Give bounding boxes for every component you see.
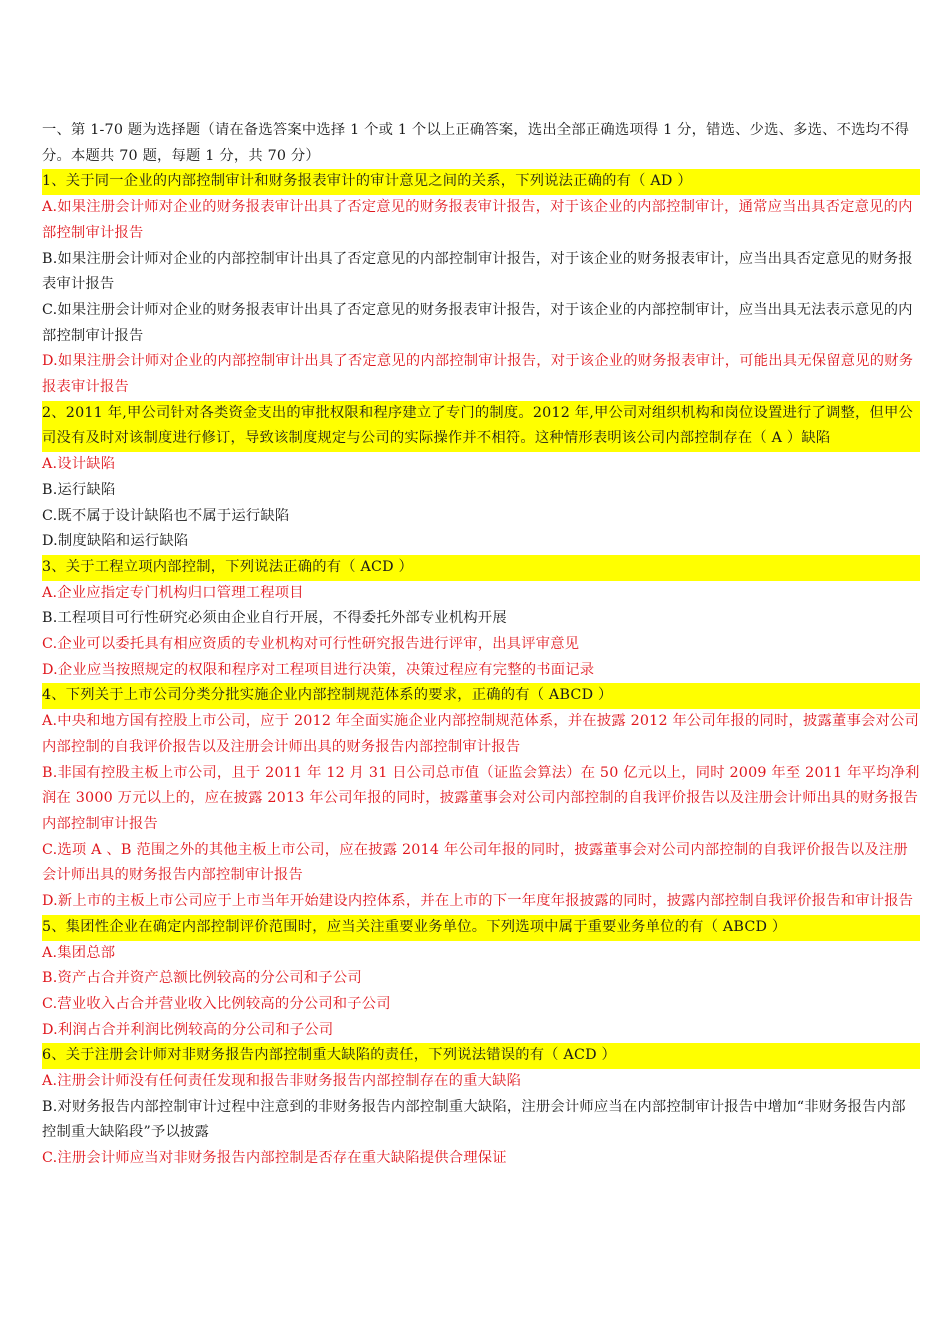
option-correct: B.非国有控股主板上市公司，且于 2011 年 12 月 31 日公司总市值（证监会算法）在 50 亿元以上，同时 2009 年至 2011 年平均净利润在 3000 万元以上的，应在披露 2013 年公司年报的同时，披露董事会对公司内部控制的自我评价报告以及注册会计师出具的财务报告内部控制审计报告 [42,764,920,832]
question-stem: 2、2011 年,甲公司针对各类资金支出的审批权限和程序建立了专门的制度。2012 年,甲公司对组织机构和岗位设置进行了调整，但甲公司没有及时对该制度进行修订，导致该制度规定与公司的实际操作并不相符。这种情形表明该公司内部控制存在（ A ）缺陷 [42,401,920,452]
question-block [42,169,920,400]
option-correct: B.资产占合并资产总额比例较高的分公司和子公司 [42,970,362,987]
question-stem: 1、关于同一企业的内部控制审计和财务报表审计的审计意见之间的关系，下列说法正确的有（ AD ） [42,169,920,195]
option-correct: C.企业可以委托具有相应资质的专业机构对可行性研究报告进行评审，出具评审意见 [42,636,580,653]
option: B.如果注册会计师对企业的内部控制审计出具了否定意见的内部控制审计报告，对于该企业的财务报表审计，应当出具否定意见的财务报表审计报告 [42,250,913,293]
option-correct: C.注册会计师应当对非财务报告内部控制是否存在重大缺陷提供合理保证 [42,1150,507,1167]
option: B.对财务报告内部控制审计过程中注意到的非财务报告内部控制重大缺陷，注册会计师应当在内部控制审计报告中增加“非财务报告内部控制重大缺陷段”予以披露 [42,1098,906,1141]
option-correct: A.注册会计师没有任何责任发现和报告非财务报告内部控制存在的重大缺陷 [42,1073,522,1090]
question-block [42,915,920,1044]
option-correct: A.集团总部 [42,944,116,961]
question-block [42,1043,920,1172]
question-stem: 5、集团性企业在确定内部控制评价范围时，应当关注重要业务单位。下列选项中属于重要业务单位的有（ ABCD ） [42,915,920,941]
question-list [42,169,920,1171]
exam-page [42,118,920,1172]
option: C.既不属于设计缺陷也不属于运行缺陷 [42,507,290,524]
option-correct: A.如果注册会计师对企业的财务报表审计出具了否定意见的财务报表审计报告，对于该企业的内部控制审计，通常应当出具否定意见的内部控制审计报告 [42,199,913,241]
question-stem: 6、关于注册会计师对非财务报告内部控制重大缺陷的责任，下列说法错误的有（ ACD ） [42,1043,920,1069]
option-correct: A.设计缺陷 [42,456,116,473]
question-stem: 3、关于工程立项内部控制，下列说法正确的有（ ACD ） [42,555,920,581]
option-correct: D.企业应当按照规定的权限和程序对工程项目进行决策，决策过程应有完整的书面记录 [42,661,595,678]
question-stem: 4、下列关于上市公司分类分批实施企业内部控制规范体系的要求，正确的有（ ABCD ） [42,683,920,709]
question-block [42,401,920,555]
option-correct: C.选项 A 、B 范围之外的其他主板上市公司，应在披露 2014 年公司年报的同时，披露董事会对公司内部控制的自我评价报告以及注册会计师出具的财务报告内部控制审计报告 [42,841,908,884]
section-intro: 一、第 1-70 题为选择题（请在备选答案中选择 1 个或 1 个以上正确答案，选出全部正确选项得 1 分，错选、少选、多选、不选均不得分。本题共 70 题，每题 1 分，共 70 分） [42,122,910,164]
option: B.运行缺陷 [42,481,116,498]
option: D.制度缺陷和运行缺陷 [42,533,189,550]
option-correct: C.营业收入占合并营业收入比例较高的分公司和子公司 [42,995,391,1012]
option-correct: D.新上市的主板上市公司应于上市当年开始建设内控体系，并在上市的下一年度年报披露的同时，披露内部控制自我评价报告和审计报告 [42,893,914,910]
option-correct: A.企业应指定专门机构归口管理工程项目 [42,584,304,601]
option: C.如果注册会计师对企业的财务报表审计出具了否定意见的财务报表审计报告，对于该企业的内部控制审计，应当出具无法表示意见的内部控制审计报告 [42,301,913,344]
option-correct: A.中央和地方国有控股上市公司，应于 2012 年全面实施企业内部控制规范体系，并在披露 2012 年公司年报的同时，披露董事会对公司内部控制的自我评价报告以及注册会计师出具的财务报告内部控制审计报告 [42,713,919,755]
option-correct: D.利润占合并利润比例较高的分公司和子公司 [42,1021,334,1038]
question-block [42,555,920,684]
question-block [42,683,920,914]
option-correct: D.如果注册会计师对企业的内部控制审计出具了否定意见的内部控制审计报告，对于该企业的财务报表审计，可能出具无保留意见的财务报表审计报告 [42,353,914,396]
option: B.工程项目可行性研究必须由企业自行开展，不得委托外部专业机构开展 [42,610,507,627]
